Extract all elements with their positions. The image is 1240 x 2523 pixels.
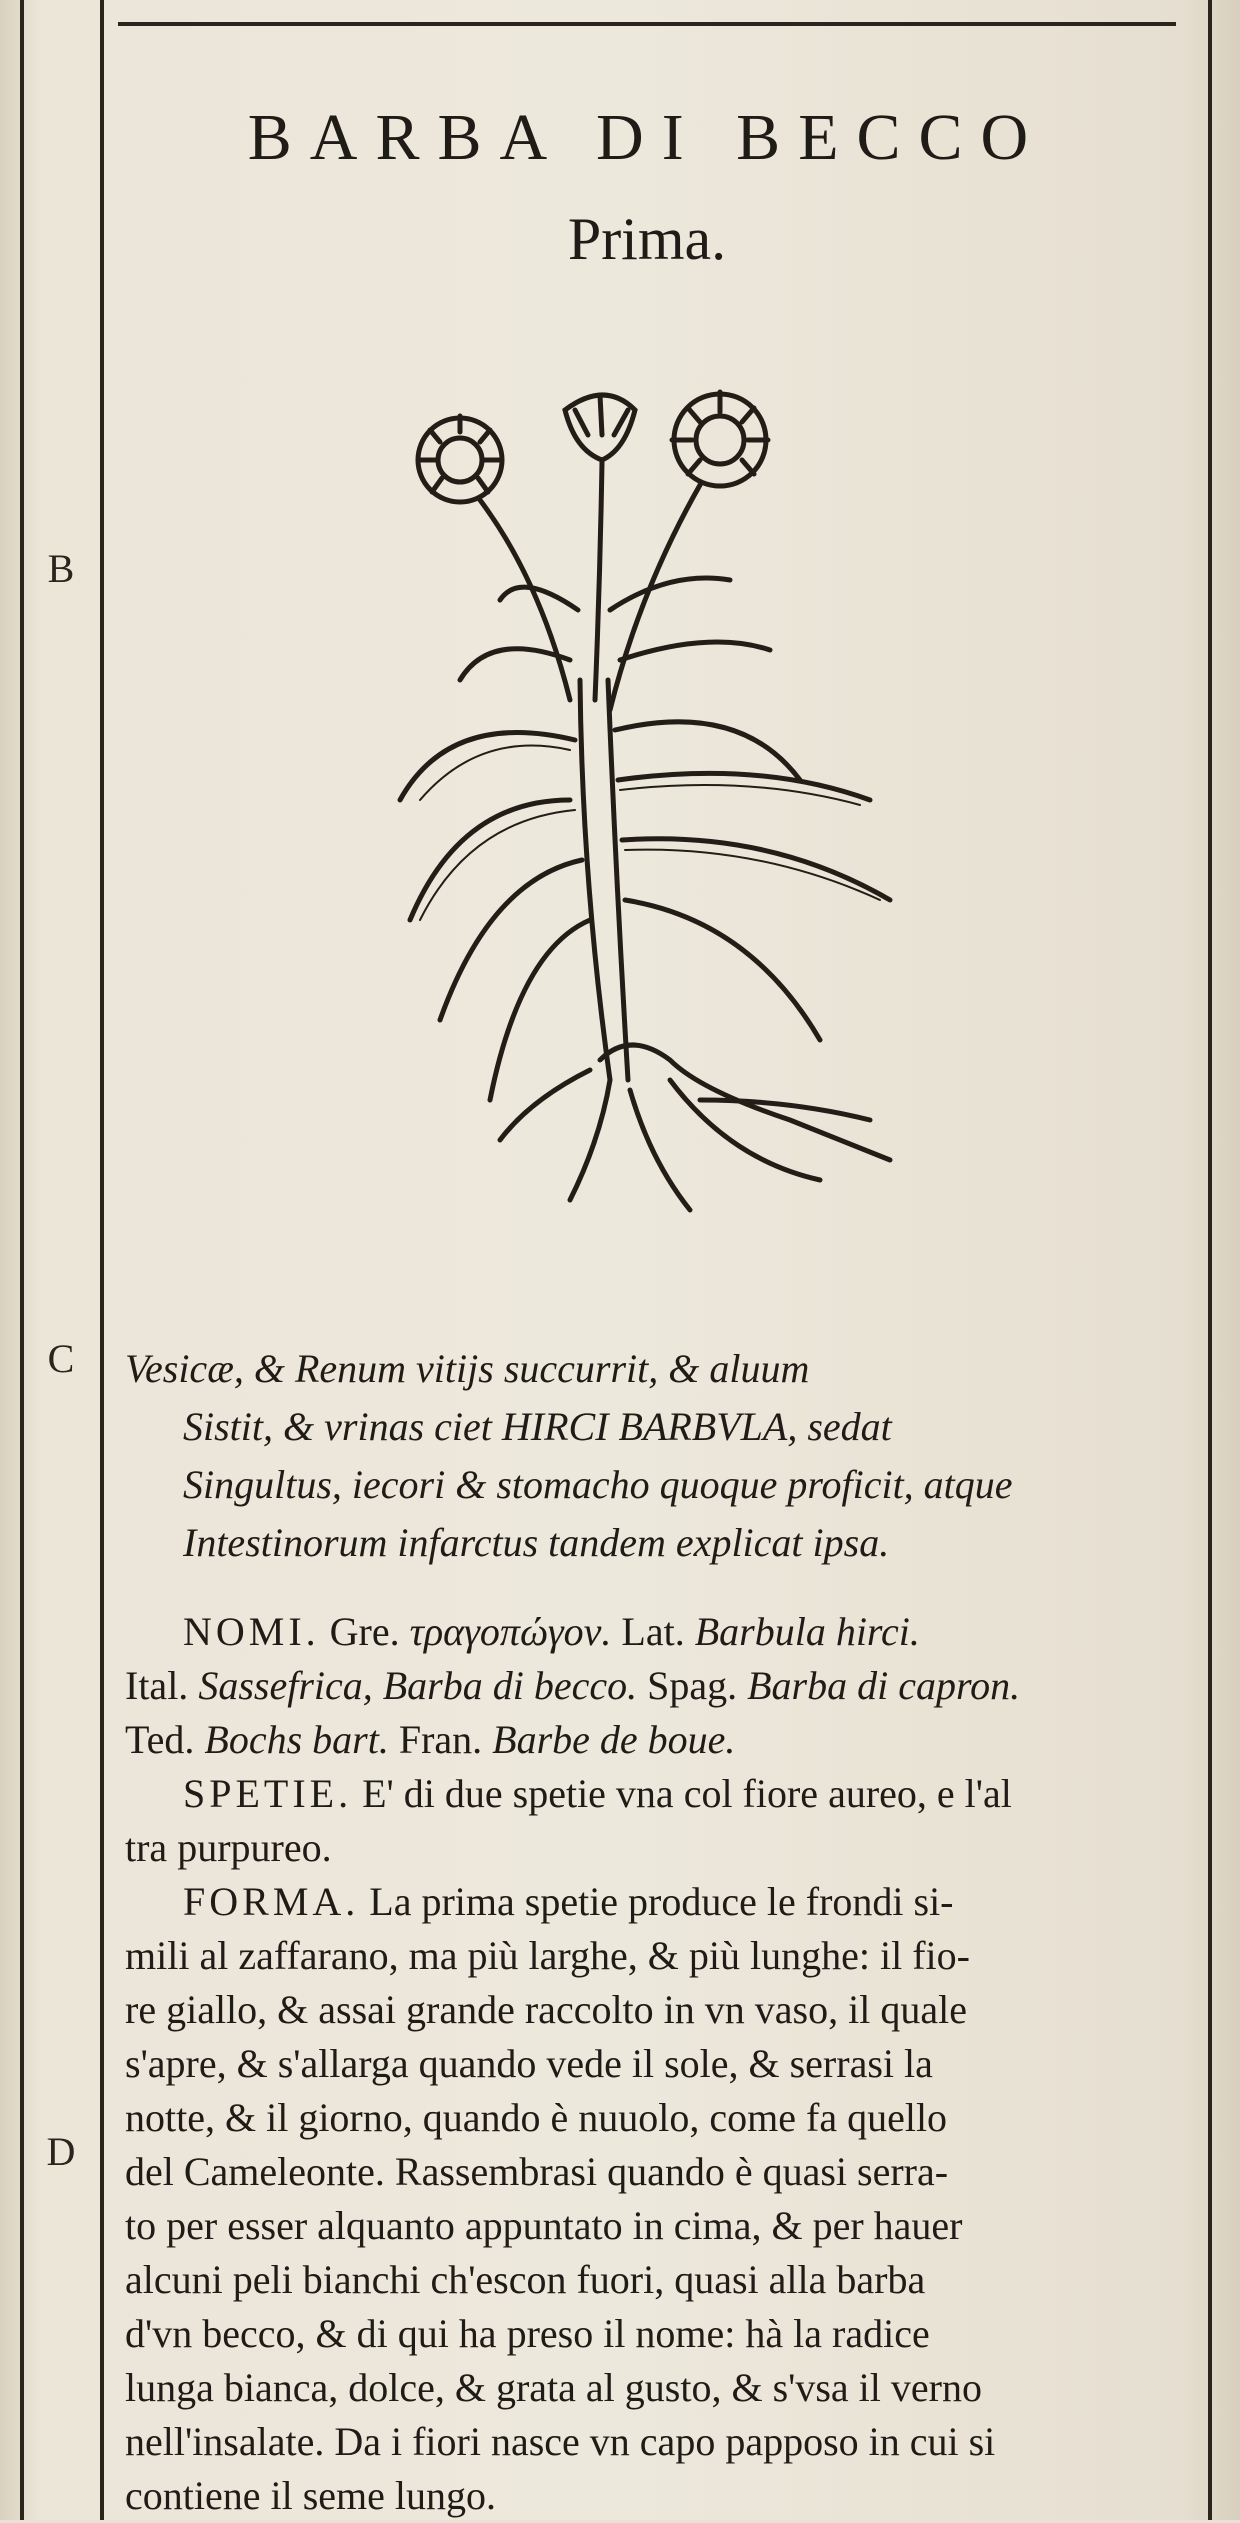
forma-heading: FORMA.	[183, 1879, 360, 1924]
forma-line: del Cameleonte. Rassembrasi quando è quasi serra-	[125, 2149, 949, 2194]
frame-rule-inner	[100, 0, 104, 2520]
fran-value: Barbe de boue.	[492, 1717, 736, 1762]
forma-line: d'vn becco, & di qui ha preso il nome: hà la radice	[125, 2311, 930, 2356]
forma-line: re giallo, & assai grande raccolto in vn vaso, il quale	[125, 1987, 967, 2032]
forma-line: s'apre, & s'allarga quando vede il sole, & serrasi la	[125, 2041, 933, 2086]
spetie-heading: SPETIE.	[183, 1771, 353, 1816]
gre-value: τραγοπώγον.	[409, 1609, 612, 1654]
forma-line: to per esser alquanto appuntato in cima, & per hauer	[125, 2203, 963, 2248]
ital-value: Sassefrica, Barba di becco.	[198, 1663, 638, 1708]
forma-line: alcuni peli bianchi ch'escon fuori, quasi alla barba	[125, 2257, 926, 2302]
margin-letter-c: C	[47, 1336, 75, 1381]
forma-text: La prima spetie produce le frondi si-	[369, 1879, 954, 1924]
forma-line: mili al zaffarano, ma più larghe, & più lunghe: il fio-	[125, 1933, 970, 1978]
fran-label: Fran.	[398, 1717, 483, 1762]
latin-verse	[125, 1340, 1185, 1572]
spetie-text: E' di due spetie vna col fiore aureo, e l'al	[362, 1771, 1012, 1816]
margin-letter-b: B	[47, 546, 75, 591]
forma-line: lunga bianca, dolce, & grata al gusto, & s'vsa il verno	[125, 2365, 982, 2410]
plant-woodcut-illustration	[370, 380, 970, 1220]
lat-value: Barbula hirci.	[694, 1609, 920, 1654]
forma-line: contiene il seme lungo.	[125, 2473, 497, 2518]
flower-head-center	[565, 395, 635, 460]
verse-line: Vesicæ, & Renum vitijs succurrit, & aluum	[125, 1346, 810, 1391]
nomi-line-1	[125, 1605, 1185, 1659]
ted-value: Bochs bart.	[204, 1717, 389, 1762]
frame-rule-outer	[20, 0, 24, 2520]
flower-head-left	[418, 416, 502, 502]
frame-rule-right	[1208, 0, 1212, 2520]
spag-value: Barba di capron.	[747, 1663, 1021, 1708]
page-title: BARBA DI BECCO	[247, 101, 1047, 174]
forma-line: notte, & il giorno, quando è nuuolo, come fa quello	[125, 2095, 948, 2140]
verse-line: Sistit, & vrinas ciet HIRCI BARBVLA, sedat	[183, 1404, 892, 1449]
nomi-line-3	[125, 1713, 1185, 1767]
margin-letter-d: D	[46, 2129, 76, 2174]
spetie-line-1	[125, 1767, 1185, 1821]
verse-line: Singultus, iecori & stomacho quoque proficit, atque	[183, 1462, 1013, 1507]
gre-label: Gre.	[329, 1609, 400, 1654]
spag-label: Spag.	[647, 1663, 738, 1708]
forma-line: nell'insalate. Da i fiori nasce vn capo papposo in cui si	[125, 2419, 996, 2464]
flower-head-right	[672, 392, 768, 486]
ted-label: Ted.	[125, 1717, 195, 1762]
spetie-line-2: tra purpureo.	[125, 1825, 332, 1870]
verse-line: Intestinorum infarctus tandem explicat ipsa.	[183, 1520, 890, 1565]
nomi-heading: NOMI.	[183, 1609, 320, 1654]
lat-label: Lat.	[621, 1609, 685, 1654]
description-text	[125, 1605, 1185, 2523]
page-subtitle: Prima.	[567, 206, 727, 272]
top-rule	[118, 22, 1176, 26]
nomi-line-2	[125, 1659, 1185, 1713]
ital-label: Ital.	[125, 1663, 189, 1708]
forma-line-1	[125, 1875, 1185, 1929]
